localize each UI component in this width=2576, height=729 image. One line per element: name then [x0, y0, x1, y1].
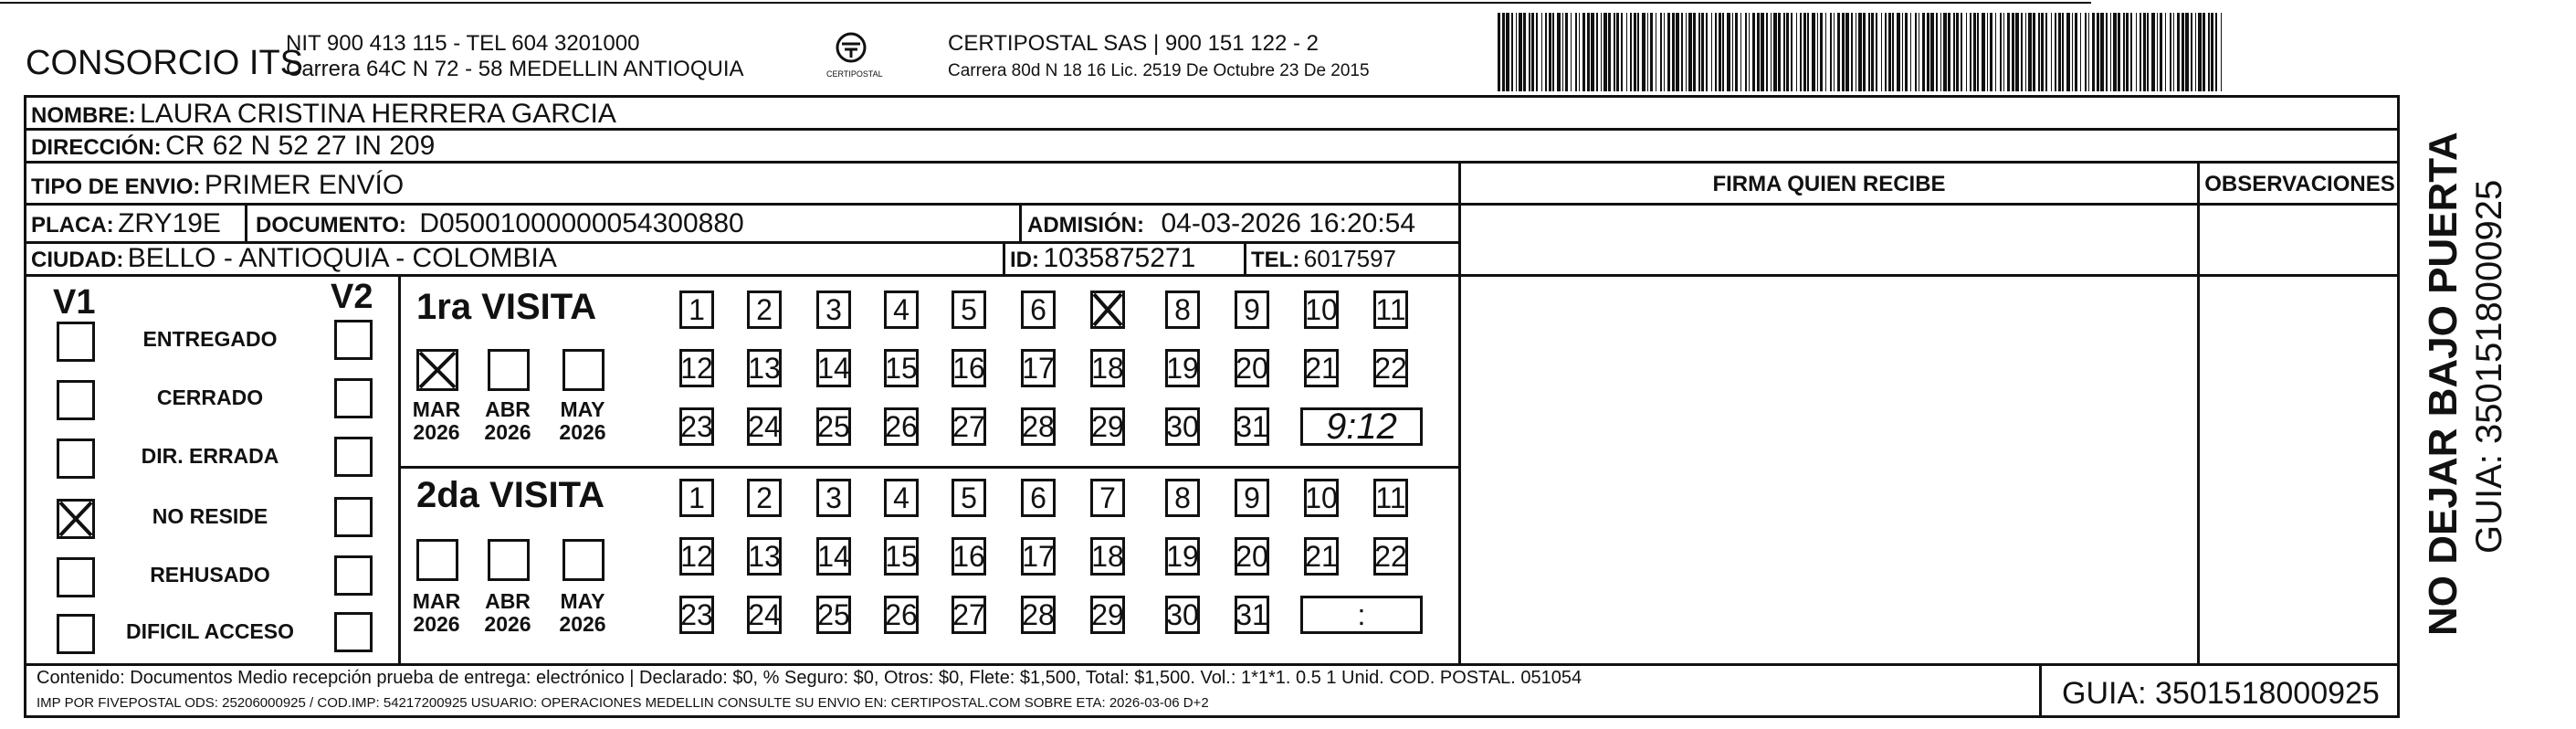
- visit-1-day-8[interactable]: [1165, 291, 1200, 329]
- documento-cell: [256, 210, 744, 238]
- visit-1-day-28[interactable]: [1021, 407, 1056, 446]
- visit-1-day-22[interactable]: [1373, 349, 1408, 387]
- visit-1-day-21[interactable]: [1304, 349, 1339, 387]
- tipo-label: TIPO DE ENVIO:: [31, 174, 201, 199]
- status-label: CERRADO: [156, 386, 264, 409]
- day-number: 28: [1022, 409, 1055, 443]
- status-label: NO RESIDE: [152, 504, 268, 528]
- visit-1-day-11[interactable]: [1373, 291, 1408, 329]
- x-mark-icon: [416, 349, 458, 391]
- visit-2-day-6[interactable]: [1021, 479, 1056, 517]
- visit-1-day-24[interactable]: [747, 407, 782, 446]
- month-name: ABR: [485, 397, 531, 421]
- visit-2-day-5[interactable]: [952, 479, 986, 517]
- id-label: ID:: [1010, 248, 1039, 272]
- visit-1-day-9[interactable]: [1235, 291, 1269, 329]
- day-number: 19: [1166, 351, 1199, 385]
- v2-checkbox-1[interactable]: [334, 378, 373, 418]
- admision-value: 04-03-2026 16:20:54: [1161, 208, 1416, 238]
- visit-1-day-1[interactable]: [679, 291, 714, 329]
- visit-1-month-may-checkbox[interactable]: [563, 349, 605, 391]
- day-number: 30: [1166, 409, 1199, 443]
- id-cell: [1010, 245, 1195, 272]
- day-number: 30: [1166, 597, 1199, 631]
- placa-value: ZRY19E: [118, 208, 221, 238]
- day-number: 31: [1235, 597, 1268, 631]
- logo-text: CERTIPOSTAL: [826, 69, 883, 79]
- day-number: 28: [1022, 597, 1055, 631]
- documento-label: DOCUMENTO:: [256, 213, 406, 238]
- day-number: 16: [952, 351, 985, 385]
- visit-2-day-26[interactable]: [884, 596, 919, 634]
- visit-1-day-27[interactable]: [952, 407, 986, 446]
- day-number: 27: [952, 409, 985, 443]
- tel-cell: [1251, 247, 1396, 271]
- visit-2-day-1[interactable]: [679, 479, 714, 517]
- company-name: CONSORCIO ITS: [26, 44, 304, 82]
- day-number: 26: [885, 409, 918, 443]
- visit-2-month-may-checkbox[interactable]: [563, 539, 605, 581]
- v1-checkbox-3[interactable]: [57, 499, 95, 539]
- visit-2-title: 2da VISITA: [416, 475, 605, 515]
- visit-2-day-27[interactable]: [952, 596, 986, 634]
- day-number: 24: [748, 409, 781, 443]
- month-name: MAR: [412, 589, 461, 613]
- day-number: 21: [1305, 539, 1338, 573]
- day-number: 14: [817, 539, 850, 573]
- visit-2-day-24[interactable]: [747, 596, 782, 634]
- visit-2-day-20[interactable]: [1235, 537, 1269, 576]
- side-warning: NO DEJAR BAJO PUERTA: [2421, 132, 2466, 636]
- visit-1-day-12[interactable]: [679, 349, 714, 387]
- day-number: 8: [1174, 292, 1191, 326]
- day-number: 3: [825, 292, 842, 326]
- day-number: 31: [1235, 409, 1268, 443]
- visit-2-day-14[interactable]: [816, 537, 851, 576]
- visit-2-day-21[interactable]: [1304, 537, 1339, 576]
- nombre-label: NOMBRE:: [31, 103, 136, 128]
- day-number: 4: [893, 481, 909, 514]
- time-value: 9:12: [1326, 406, 1397, 447]
- day-number: 3: [825, 481, 842, 514]
- day-number: 9: [1244, 481, 1260, 514]
- v1-checkbox-2[interactable]: [57, 438, 95, 479]
- visit-1-day-3[interactable]: [816, 291, 851, 329]
- visit-1-month-label: [555, 398, 610, 445]
- visit-1-day-2[interactable]: [747, 291, 782, 329]
- month-year: 2026: [484, 420, 531, 445]
- tel-value: 6017597: [1303, 245, 1397, 272]
- tipo-value: PRIMER ENVÍO: [204, 170, 405, 200]
- day-number: 13: [748, 539, 781, 573]
- day-number: 22: [1374, 539, 1407, 573]
- day-number: 12: [680, 351, 713, 385]
- certipostal-address: Carrera 80d N 18 16 Lic. 2519 De Octubre 23 De 2015: [948, 61, 1370, 80]
- day-number: 17: [1022, 539, 1055, 573]
- visit-1-day-25[interactable]: [816, 407, 851, 446]
- company-nit: NIT 900 413 115 - TEL 604 3201000: [286, 31, 640, 56]
- v2-checkbox-0[interactable]: [334, 320, 373, 360]
- visit-1-day-17[interactable]: [1021, 349, 1056, 387]
- v1-checkbox-0[interactable]: [57, 322, 95, 362]
- day-number: 10: [1305, 292, 1338, 326]
- day-number: 11: [1375, 292, 1406, 326]
- month-year: 2026: [559, 420, 606, 445]
- certipostal-logo: [826, 29, 883, 84]
- month-year: 2026: [559, 612, 606, 637]
- visit-1-day-7[interactable]: [1090, 291, 1125, 329]
- day-number: 2: [756, 292, 773, 326]
- day-number: 5: [961, 292, 977, 326]
- barcode: [1498, 13, 2228, 91]
- day-number: 27: [952, 597, 985, 631]
- day-number: 18: [1091, 351, 1124, 385]
- visit-1-day-4[interactable]: [884, 291, 919, 329]
- visit-2-day-8[interactable]: [1165, 479, 1200, 517]
- day-number: 14: [817, 351, 850, 385]
- status-label: REHUSADO: [150, 563, 270, 586]
- day-number: 20: [1235, 351, 1268, 385]
- side-guia: GUIA: 3501518000925: [2469, 179, 2509, 554]
- day-number: 5: [961, 481, 977, 514]
- status-label: DIFICIL ACCESO: [125, 619, 294, 643]
- day-number: 26: [885, 597, 918, 631]
- certipostal-line: CERTIPOSTAL SAS | 900 151 122 - 2: [948, 31, 1319, 56]
- footer-imp: IMP POR FIVEPOSTAL ODS: 25206000925 / COD.IMP: 54217200925 USUARIO: OPERACIONES MEDELLIN CONSULTE SU ENVIO EN: CERTIPOSTAL.COM SOBRE ETA: 2026-03-06 D+2: [37, 695, 1209, 711]
- visit-2-day-15[interactable]: [884, 537, 919, 576]
- visit-2-day-31[interactable]: [1235, 596, 1269, 634]
- day-number: 12: [680, 539, 713, 573]
- top-rule: [0, 2, 2091, 4]
- visit-2-day-13[interactable]: [747, 537, 782, 576]
- visit-1-day-20[interactable]: [1235, 349, 1269, 387]
- visit-2-day-29[interactable]: [1090, 596, 1125, 634]
- visit-2-day-17[interactable]: [1021, 537, 1056, 576]
- visit-1-day-16[interactable]: [952, 349, 986, 387]
- visit-1-day-23[interactable]: [679, 407, 714, 446]
- day-number: 21: [1305, 351, 1338, 385]
- visit-1-day-29[interactable]: [1090, 407, 1125, 446]
- visit-2-day-4[interactable]: [884, 479, 919, 517]
- v2-checkbox-2[interactable]: [334, 437, 373, 477]
- day-number: 7: [1099, 481, 1116, 514]
- day-number: 1: [689, 292, 705, 326]
- visit-2-month-abr-checkbox[interactable]: [488, 539, 530, 581]
- direccion-label: DIRECCIÓN:: [31, 135, 162, 160]
- day-number: 29: [1091, 597, 1124, 631]
- visit-1-day-10[interactable]: [1304, 291, 1339, 329]
- footer-contenido: Contenido: Documentos Medio recepción prueba de entrega: electrónico | Declarado: $0, % Seguro: $0, Otros: $0, Flete: $1,500, Total: $1,500. Vol.: 1*1*1. 0.5 1 Unid. COD. POSTAL. 051054: [37, 668, 1582, 688]
- month-name: ABR: [485, 589, 531, 613]
- month-year: 2026: [484, 612, 531, 637]
- documento-value: D05001000000054300880: [419, 208, 744, 238]
- visit-1-day-31[interactable]: [1235, 407, 1269, 446]
- day-number: 9: [1244, 292, 1260, 326]
- direccion-row: [31, 132, 435, 160]
- visit-2-day-3[interactable]: [816, 479, 851, 517]
- firma-header: FIRMA QUIEN RECIBE: [1712, 172, 1946, 196]
- visit-1-day-18[interactable]: [1090, 349, 1125, 387]
- month-year: 2026: [413, 420, 460, 445]
- visit-2-day-12[interactable]: [679, 537, 714, 576]
- visit-2-day-25[interactable]: [816, 596, 851, 634]
- day-number: 19: [1166, 539, 1199, 573]
- visit-1-month-label: [480, 398, 535, 445]
- tel-label: TEL:: [1251, 248, 1300, 272]
- day-number: 25: [817, 409, 850, 443]
- x-mark-icon: [57, 499, 95, 539]
- visit-2-day-30[interactable]: [1165, 596, 1200, 634]
- tipo-row: [31, 172, 404, 199]
- visit-1-month-abr-checkbox[interactable]: [488, 349, 530, 391]
- visit-2-month-label: [480, 590, 535, 637]
- visit-1-day-26[interactable]: [884, 407, 919, 446]
- company-address: Carrera 64C N 72 - 58 MEDELLIN ANTIOQUIA: [286, 57, 744, 81]
- visit-2-day-10[interactable]: [1304, 479, 1339, 517]
- v2-checkbox-5[interactable]: [334, 612, 373, 652]
- day-number: 25: [817, 597, 850, 631]
- day-number: 13: [748, 351, 781, 385]
- day-number: 4: [893, 292, 909, 326]
- day-number: 22: [1374, 351, 1407, 385]
- day-number: 10: [1305, 481, 1338, 514]
- day-number: 6: [1030, 292, 1046, 326]
- visit-1-day-30[interactable]: [1165, 407, 1200, 446]
- visit-2-day-23[interactable]: [679, 596, 714, 634]
- day-number: 15: [885, 351, 918, 385]
- day-number: 8: [1174, 481, 1191, 514]
- visit-1-title: 1ra VISITA: [416, 287, 597, 327]
- visit-2-day-22[interactable]: [1373, 537, 1408, 576]
- visit-1-day-19[interactable]: [1165, 349, 1200, 387]
- day-number: 11: [1375, 481, 1406, 514]
- day-number: 20: [1235, 539, 1268, 573]
- v1-checkbox-5[interactable]: [57, 614, 95, 654]
- v2-checkbox-3[interactable]: [334, 497, 373, 537]
- visit-2-day-11[interactable]: [1373, 479, 1408, 517]
- month-name: MAY: [560, 589, 605, 613]
- month-name: MAR: [412, 397, 461, 421]
- visit-2-time-field[interactable]: [1300, 596, 1423, 634]
- visit-1-month-mar-checkbox[interactable]: [416, 349, 458, 391]
- visit-1-day-15[interactable]: [884, 349, 919, 387]
- day-number: 23: [680, 597, 713, 631]
- v2-header: V2: [331, 278, 373, 316]
- certipostal-logo-icon: [826, 29, 876, 66]
- visit-2-day-18[interactable]: [1090, 537, 1125, 576]
- day-number: 24: [748, 597, 781, 631]
- ciudad-cell: [31, 245, 557, 272]
- observaciones-header: OBSERVACIONES: [2204, 172, 2395, 196]
- day-number: 15: [885, 539, 918, 573]
- day-number: 29: [1091, 409, 1124, 443]
- visit-2-month-label: [409, 590, 464, 637]
- status-label: ENTREGADO: [142, 327, 278, 351]
- visit-2-month-mar-checkbox[interactable]: [416, 539, 458, 581]
- visit-2-month-label: [555, 590, 610, 637]
- visit-2-day-16[interactable]: [952, 537, 986, 576]
- ciudad-label: CIUDAD:: [31, 248, 124, 272]
- v1-header: V1: [53, 283, 96, 322]
- day-number: 1: [689, 481, 705, 514]
- status-label: DIR. ERRADA: [141, 444, 279, 468]
- visit-2-day-2[interactable]: [747, 479, 782, 517]
- day-number: 18: [1091, 539, 1124, 573]
- visit-2-day-19[interactable]: [1165, 537, 1200, 576]
- id-value: 1035875271: [1043, 243, 1196, 273]
- day-number: 2: [756, 481, 773, 514]
- placa-cell: [31, 210, 221, 238]
- ciudad-value: BELLO - ANTIOQUIA - COLOMBIA: [127, 243, 557, 273]
- v2-checkbox-4[interactable]: [334, 555, 373, 596]
- nombre-value: LAURA CRISTINA HERRERA GARCIA: [140, 99, 616, 129]
- day-number: 6: [1030, 481, 1046, 514]
- visit-1-day-14[interactable]: [816, 349, 851, 387]
- v1-checkbox-4[interactable]: [57, 557, 95, 597]
- visit-1-day-13[interactable]: [747, 349, 782, 387]
- day-number: 23: [680, 409, 713, 443]
- month-year: 2026: [413, 612, 460, 637]
- visit-2-day-28[interactable]: [1021, 596, 1056, 634]
- admision-cell: [1027, 210, 1415, 238]
- visit-2-day-7[interactable]: [1090, 479, 1125, 517]
- x-mark-icon: [1090, 291, 1125, 329]
- day-number: 17: [1022, 351, 1055, 385]
- nombre-row: [31, 100, 616, 128]
- month-name: MAY: [560, 397, 605, 421]
- visit-1-day-5[interactable]: [952, 291, 986, 329]
- visit-2-day-9[interactable]: [1235, 479, 1269, 517]
- visit-1-month-label: [409, 398, 464, 445]
- visit-1-time-field[interactable]: [1300, 407, 1423, 446]
- v1-checkbox-1[interactable]: [57, 380, 95, 420]
- day-number: 16: [952, 539, 985, 573]
- placa-label: PLACA:: [31, 213, 114, 238]
- time-value: :: [1357, 597, 1366, 631]
- footer-guia: GUIA: 3501518000925: [2062, 676, 2380, 711]
- admision-label: ADMISIÓN:: [1027, 213, 1144, 238]
- direccion-value: CR 62 N 52 27 IN 209: [165, 131, 436, 161]
- visit-1-day-6[interactable]: [1021, 291, 1056, 329]
